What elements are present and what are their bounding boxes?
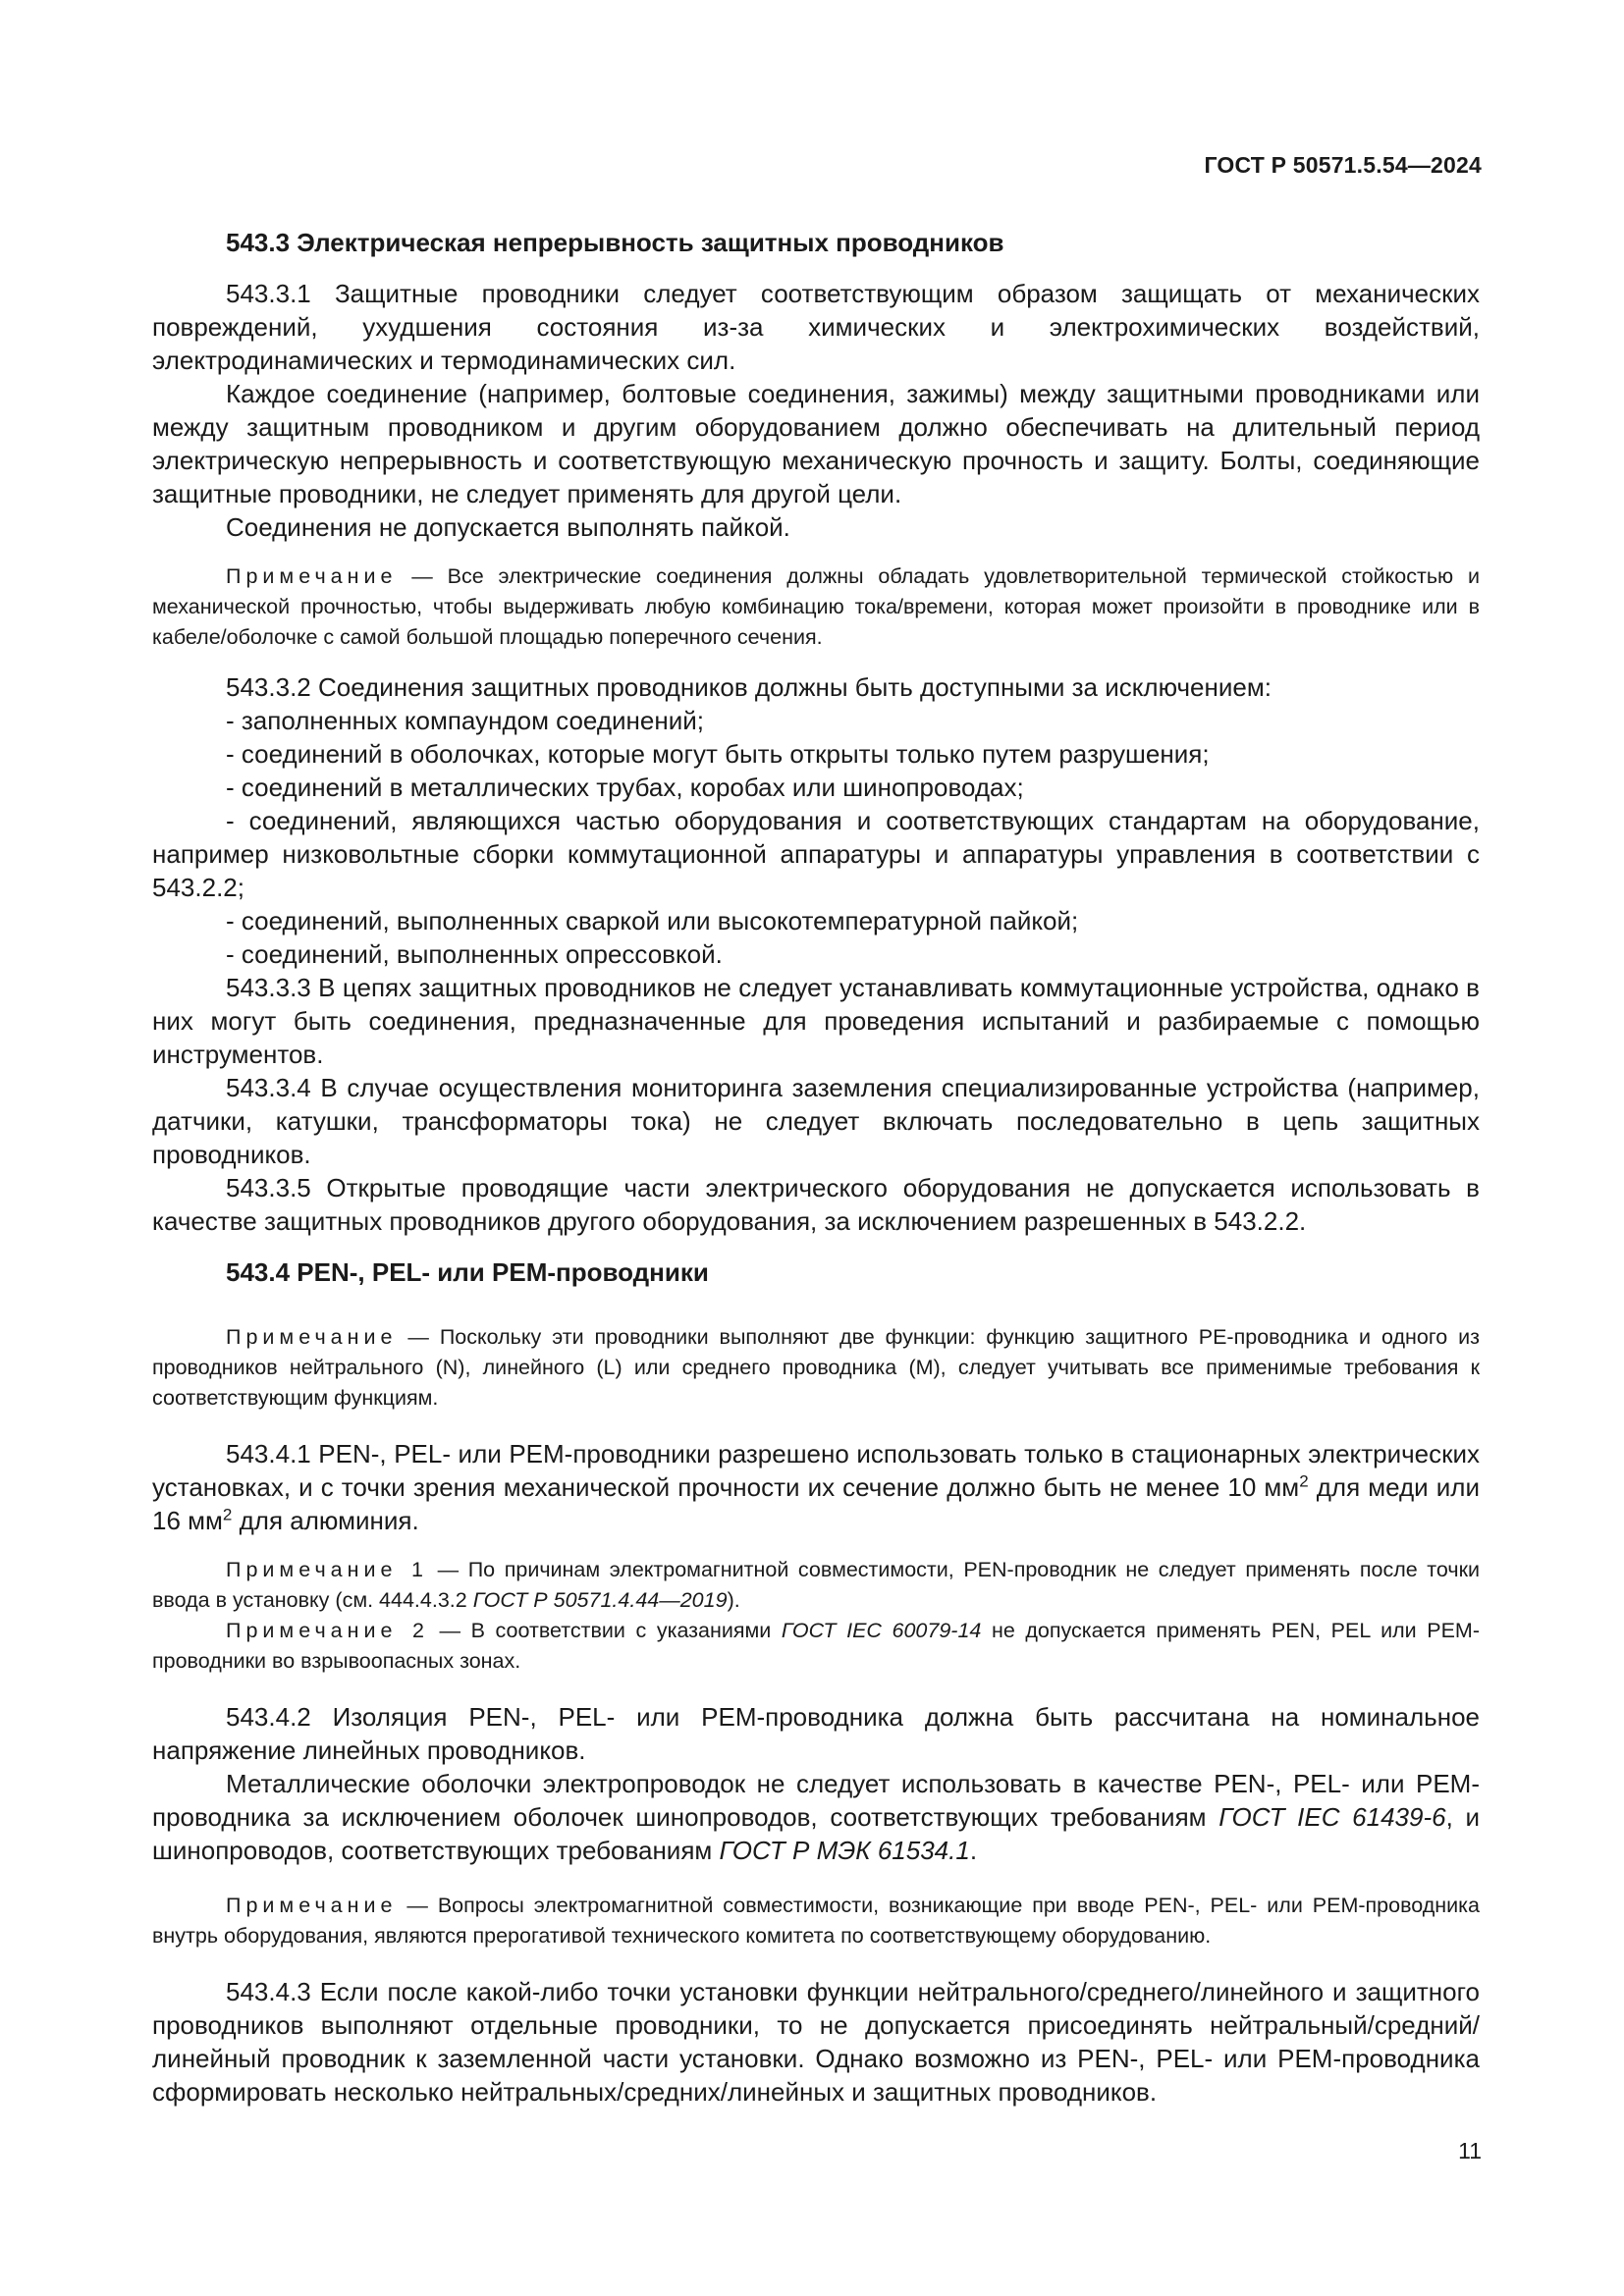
note-label: Примечание 1 xyxy=(226,1558,429,1581)
note-label: Примечание xyxy=(226,564,398,588)
document-header: ГОСТ Р 50571.5.54—2024 xyxy=(1204,152,1482,178)
paragraph-soldering: Соединения не допускается выполнять пайкой. xyxy=(226,512,790,542)
standard-reference: ГОСТ IEC 60079-14 xyxy=(781,1619,982,1642)
note-explosive-zones xyxy=(152,1616,1480,1677)
standard-reference: ГОСТ Р 50571.4.44—2019 xyxy=(472,1588,728,1612)
note-emc-pen xyxy=(152,1555,1480,1616)
note-thermal-stability xyxy=(152,561,1480,653)
paragraph-543-4-2: 543.4.2 Изоляция PEN-, PEL- или PEM-проводника должна быть рассчитана на номинальное напряжение линейных проводников. xyxy=(152,1702,1480,1765)
paragraph-metal-sheaths xyxy=(152,1767,1480,1867)
standard-reference: ГОСТ IEC 61439-6 xyxy=(1218,1802,1446,1832)
text-run: 543.4.1 PEN-, PEL- или PEM-проводники разрешено использовать только в стационарных электрических установках, и с точки зрения механической прочности их сечение должно быть не менее 10 мм xyxy=(152,1439,1480,1502)
note-text: — В соответствии с указаниями xyxy=(428,1619,782,1642)
list-item: - соединений в оболочках, которые могут быть открыты только путем разрушения; xyxy=(226,739,1210,769)
superscript: 2 xyxy=(1299,1471,1309,1491)
note-text: не допускается применять PEN, PEL или PEM-проводники во взрывоопасных зонах. xyxy=(152,1619,1480,1673)
paragraph-543-3-4: 543.3.4 В случае осуществления мониторинга заземления специализированные устройства (например, датчики, катушки, трансформаторы тока) не следует включать последовательно в цепь защитных проводников. xyxy=(152,1073,1480,1169)
page-number: 11 xyxy=(1458,2138,1482,2163)
list-item: - заполненных компаундом соединений; xyxy=(226,706,704,735)
text-run: . xyxy=(969,1836,978,1865)
paragraph-543-3-5: 543.3.5 Открытые проводящие части электрического оборудования не допускается использовать в качестве защитных проводников другого оборудования, за исключением разрешенных в 543.2.2. xyxy=(152,1173,1480,1236)
paragraph-543-3-2: 543.3.2 Соединения защитных проводников должны быть доступными за исключением: xyxy=(226,672,1272,702)
text-run: для алюминия. xyxy=(232,1506,419,1535)
text-run: , и шинопроводов, соответствующих требованиям xyxy=(152,1802,1480,1865)
list-item: - соединений, выполненных сваркой или высокотемпературной пайкой; xyxy=(226,906,1079,935)
note-text: ). xyxy=(727,1588,740,1612)
paragraph-543-3-3: 543.3.3 В цепях защитных проводников не следует устанавливать коммутационные устройства, однако в них могут быть соединения, предназначенные для проведения испытаний и разбираемые с помощью инструментов. xyxy=(152,973,1480,1069)
superscript: 2 xyxy=(222,1505,233,1524)
note-label: Примечание xyxy=(226,1894,398,1917)
paragraph-connections: Каждое соединение (например, болтовые соединения, зажимы) между защитными проводниками или между защитным проводником и другим оборудованием должно обеспечивать на длительный период электрическую непрерывность и соответствующую механическую прочность и защиту. Болты, соединяющие защитные проводники, не следует применять для другой цели. xyxy=(152,379,1480,508)
section-heading-543-3: 543.3 Электрическая непрерывность защитных проводников xyxy=(226,228,1004,257)
section-heading-543-4: 543.4 PEN-, PEL- или PEM-проводники xyxy=(226,1257,709,1287)
note-label: Примечание xyxy=(226,1325,398,1349)
note-text: — Поскольку эти проводники выполняют две функции: функцию защитного PE-проводника и одного из проводников нейтрального (N), линейного (L) или среднего проводника (M), следует учитывать все применимые требования к соответствующим функциям. xyxy=(152,1325,1480,1410)
list-item: - соединений, выполненных опрессовкой. xyxy=(226,939,723,969)
note-text: — Все электрические соединения должны обладать удовлетворительной термической стойкостью и механической прочностью, чтобы выдерживать любую комбинацию тока/времени, которая может произойти в проводнике или в кабеле/оболочке с самой большой площадью поперечного сечения. xyxy=(152,564,1480,649)
text-run: для меди или 16 мм xyxy=(152,1472,1480,1535)
text-run: Металлические оболочки электропроводок не следует использовать в качестве PEN-, PEL- или PEM-проводника за исключением оболочек шинопроводов, соответствующих требованиям xyxy=(152,1769,1480,1832)
paragraph-543-4-1 xyxy=(152,1437,1480,1537)
note-emc-committee xyxy=(152,1891,1480,1951)
list-item: - соединений в металлических трубах, коробах или шинопроводах; xyxy=(226,773,1024,802)
note-dual-function xyxy=(152,1322,1480,1414)
paragraph-543-4-3: 543.4.3 Если после какой-либо точки установки функции нейтрального/среднего/линейного и защитного проводников выполняют отдельные проводники, то не допускается присоединять нейтральный/средний/линейный проводник к заземленной части установки. Однако возможно из PEN-, PEL- или PEM-проводника сформировать несколько нейтральных/средних/линейных и защитных проводников. xyxy=(152,1977,1480,2107)
paragraph-543-3-1: 543.3.1 Защитные проводники следует соответствующим образом защищать от механических повреждений, ухудшения состояния из-за химических и электрохимических воздействий, электродинамических и термодинамических сил. xyxy=(152,279,1480,375)
list-item: - соединений, являющихся частью оборудования и соответствующих стандартам на оборудование, например низковольтные сборки коммутационной аппаратуры и аппаратуры управления в соответствии с 543.2.2; xyxy=(152,806,1480,902)
note-text: — Вопросы электромагнитной совместимости, возникающие при вводе PEN-, PEL- или PEM-проводника внутрь оборудования, являются прерогативой технического комитета по соответствующему оборудованию. xyxy=(152,1894,1480,1948)
note-text: — По причинам электромагнитной совместимости, PEN-проводник не следует применять после точки ввода в установку (см. 444.4.3.2 xyxy=(152,1558,1481,1612)
note-label: Примечание 2 xyxy=(226,1619,429,1642)
page-content xyxy=(152,226,1480,2109)
standard-reference: ГОСТ Р МЭК 61534.1 xyxy=(719,1836,970,1865)
